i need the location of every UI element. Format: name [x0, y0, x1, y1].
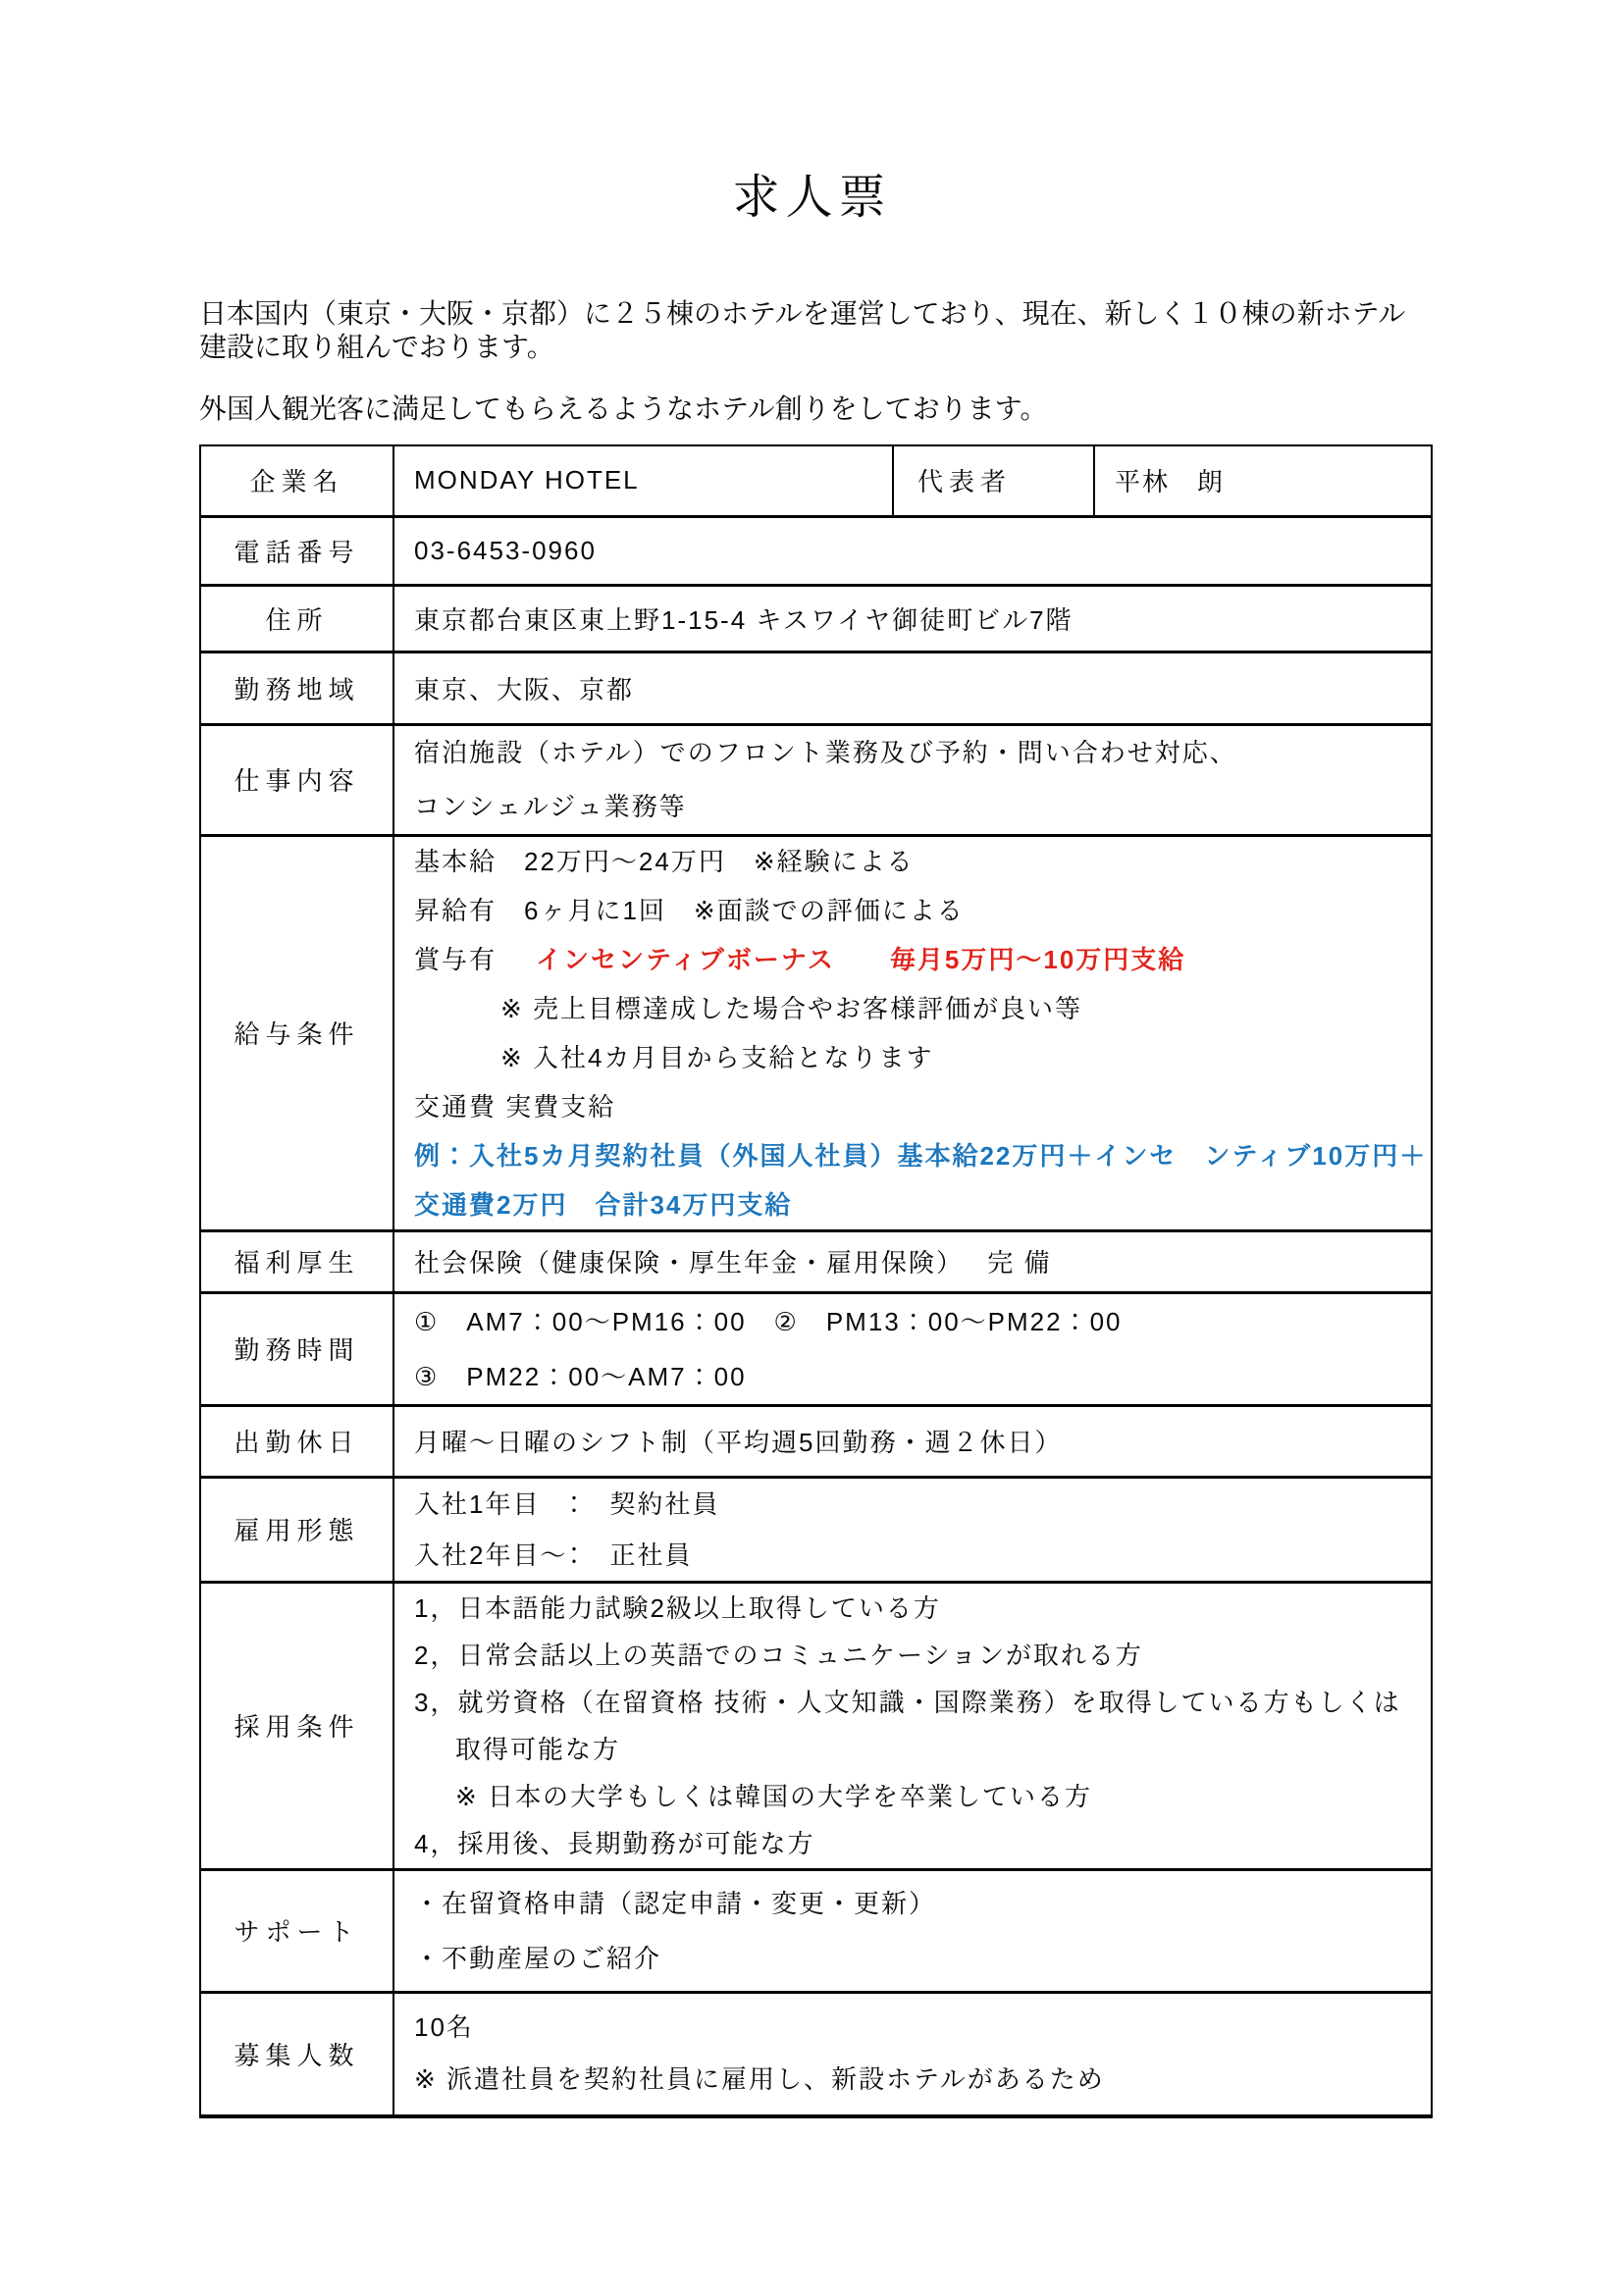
- intro-paragraph-1: 日本国内（東京・大阪・京都）に２５棟のホテルを運営しており、現在、新しく１０棟の新ホテル建設に取り組んでおります。: [199, 298, 1406, 362]
- salary-raise-line: 昇給有 6ヶ月に1回 ※面談での評価による: [414, 895, 965, 925]
- table-row-work-days: [200, 1405, 1432, 1477]
- salary-note-1: ※ 売上目標達成した場合やお客様評価が良い等: [500, 993, 1083, 1023]
- address-value: 東京都台東区東上野1-15-4 キスワイヤ御徒町ビル7階: [393, 585, 1432, 652]
- welfare-value: 社会保険（健康保険・厚生年金・雇用保険） 完 備: [393, 1230, 1432, 1292]
- table-row-employment-type: [200, 1477, 1432, 1582]
- company-name-label: 企業名: [249, 467, 344, 497]
- page-title: 求人票: [732, 172, 892, 224]
- headcount-value: [393, 1992, 1432, 2116]
- job-description-label: 仕事内容: [234, 766, 360, 796]
- salary-bonus-line: [414, 935, 1431, 984]
- job-description-value: [393, 724, 1432, 835]
- bonus-label: 賞与有: [414, 944, 498, 974]
- representative-value: 平林 朗: [1094, 445, 1432, 516]
- support-label: サポート: [234, 1917, 360, 1947]
- employment-type-value: [393, 1477, 1432, 1582]
- phone-value: 03-6453-0960: [393, 516, 1432, 585]
- headcount-number: 10名: [414, 2012, 474, 2043]
- table-row-headcount: [200, 1992, 1432, 2116]
- address-label: 住所: [265, 604, 329, 635]
- salary-transport-line: 交通費 実費支給: [414, 1091, 616, 1121]
- table-row-welfare: [200, 1230, 1432, 1292]
- headcount-label: 募集人数: [234, 2040, 360, 2070]
- support-value: [393, 1869, 1432, 1992]
- condition-item-2: 2，日常会話以上の英語でのコミュニケーションが取れる方: [414, 1640, 1143, 1670]
- working-hours-label: 勤務時間: [234, 1335, 360, 1365]
- hiring-conditions-value: [393, 1582, 1432, 1869]
- employment-year-1: 入社1年目 ： 契約社員: [414, 1488, 720, 1519]
- table-row-address: [200, 585, 1432, 652]
- intro-paragraph-2: 外国人観光客に満足してもらえるようなホテル創りをしております。: [199, 393, 1048, 424]
- table-row-phone: [200, 516, 1432, 585]
- phone-label: 電話番号: [234, 537, 360, 567]
- table-row-job-description: [200, 724, 1432, 835]
- job-details-table: [199, 444, 1433, 2118]
- table-row-hiring-conditions: [200, 1582, 1432, 1869]
- condition-item-3-cont: 取得可能な方: [455, 1734, 621, 1764]
- work-days-value: 月曜～日曜のシフト制（平均週5回勤務・週２休日）: [393, 1405, 1432, 1477]
- salary-label: 給与条件: [234, 1019, 360, 1049]
- headcount-note: ※ 派遣社員を契約社員に雇用し、新設ホテルがあるため: [414, 2064, 1105, 2095]
- salary-example-line-1: 例：入社5カ月契約社員（外国人社員）基本給22万円＋インセ ンティブ10万円＋: [414, 1140, 1428, 1171]
- employment-type-label: 雇用形態: [234, 1516, 360, 1545]
- hiring-conditions-label: 採用条件: [234, 1712, 360, 1742]
- work-area-label: 勤務地域: [234, 674, 360, 704]
- condition-item-1: 1，日本語能力試験2級以上取得している方: [414, 1592, 941, 1623]
- company-name-value: MONDAY HOTEL: [393, 445, 893, 516]
- salary-note-2: ※ 入社4カ月目から支給となります: [500, 1042, 934, 1072]
- welfare-label: 福利厚生: [234, 1248, 360, 1278]
- bonus-incentive-text: インセンティブボーナス 毎月5万円～10万円支給: [536, 944, 1186, 974]
- salary-base-line: 基本給 22万円～24万円 ※経験による: [414, 846, 915, 876]
- support-line-2: ・不動産屋のご紹介: [414, 1943, 662, 1973]
- job-description-line-2: コンシェルジュ業務等: [414, 791, 687, 821]
- table-row-work-area: [200, 652, 1432, 724]
- working-hours-line-2: ③ PM22：00～AM7：00: [414, 1361, 747, 1391]
- working-hours-value: [393, 1292, 1432, 1405]
- salary-example-line-2: 交通費2万円 合計34万円支給: [414, 1189, 793, 1220]
- support-line-1: ・在留資格申請（認定申請・変更・更新）: [414, 1888, 937, 1918]
- table-row-support: [200, 1869, 1432, 1992]
- job-description-line-1: 宿泊施設（ホテル）でのフロント業務及び予約・問い合わせ対応、: [414, 737, 1237, 767]
- work-area-value: 東京、大阪、京都: [393, 652, 1432, 724]
- working-hours-line-1: ① AM7：00～PM16：00 ② PM13：00～PM22：00: [414, 1306, 1123, 1336]
- table-row-working-hours: [200, 1292, 1432, 1405]
- condition-item-4: 4，採用後、長期勤務が可能な方: [414, 1828, 815, 1858]
- condition-item-3-note: ※ 日本の大学もしくは韓国の大学を卒業している方: [455, 1781, 1093, 1811]
- table-row-salary: [200, 835, 1432, 1230]
- work-days-label: 出勤休日: [234, 1428, 360, 1457]
- salary-value: [393, 835, 1432, 1230]
- table-row-company: [200, 445, 1432, 516]
- condition-item-3: 3，就労資格（在留資格 技術・人文知識・国際業務）を取得している方もしくは: [414, 1687, 1401, 1717]
- employment-year-2: 入社2年目～： 正社員: [414, 1539, 693, 1570]
- representative-label: 代表者: [893, 445, 1094, 516]
